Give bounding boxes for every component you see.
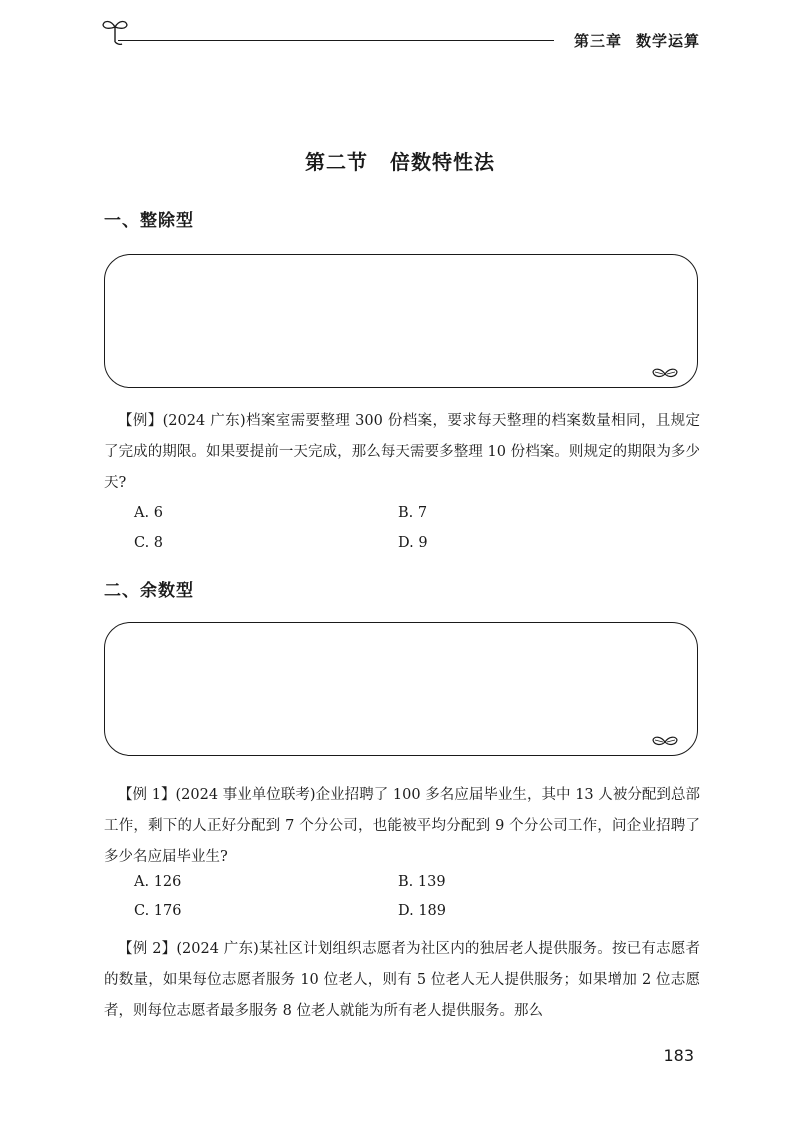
option-c: C. 8 (134, 535, 164, 551)
example-1-paragraph: 【例 1】(2024 事业单位联考)企业招聘了 100 多名应届毕业生，其中 13 人被分配到总部工作，剩下的人正好分配到 7 个分公司，也能被平均分配到 9 个分公司工作，问企业招聘了多少名应届毕业生? (104, 787, 700, 865)
leaf-icon (651, 367, 679, 381)
notes-box-2 (104, 622, 698, 756)
subheading-remainder-type: 二、余数型 (104, 581, 194, 601)
chapter-title: 数学运算 (635, 32, 700, 50)
section-number: 第二节 (305, 150, 368, 174)
option-d: D. 9 (398, 535, 428, 551)
example-2-paragraph: 【例 2】(2024 广东)某社区计划组织志愿者为社区内的独居老人提供服务。按已有志愿者的数量，如果每位志愿者服务 10 位老人，则有 5 位老人无人提供服务；如果增加 2 位志愿者，则每位志愿者最多服务 8 位老人就能为所有老人提供服务。那么 (104, 941, 700, 1019)
example-paragraph: 【例】(2024 广东)档案室需要整理 300 份档案，要求每天整理的档案数量相同，且规定了完成的期限。如果要提前一天完成，那么每天需要多整理 10 份档案。则规定的期限为多少天? (104, 413, 700, 491)
header-rule (118, 40, 554, 41)
option-c: C. 176 (134, 903, 182, 919)
option-b: B. 7 (398, 505, 428, 521)
option-b: B. 139 (398, 874, 446, 890)
leaf-icon (651, 735, 679, 749)
subheading-divisible-type: 一、整除型 (104, 211, 194, 231)
section-title (0, 146, 800, 175)
chapter-label: 第三章 (573, 32, 622, 50)
option-a: A. 126 (134, 874, 182, 890)
option-a: A. 6 (134, 505, 163, 521)
running-header (574, 30, 700, 51)
section-name: 倍数特性法 (390, 150, 495, 174)
page-number: 183 (663, 1046, 694, 1065)
sprout-icon (98, 14, 132, 48)
option-d: D. 189 (398, 903, 447, 919)
notes-box-1 (104, 254, 698, 388)
